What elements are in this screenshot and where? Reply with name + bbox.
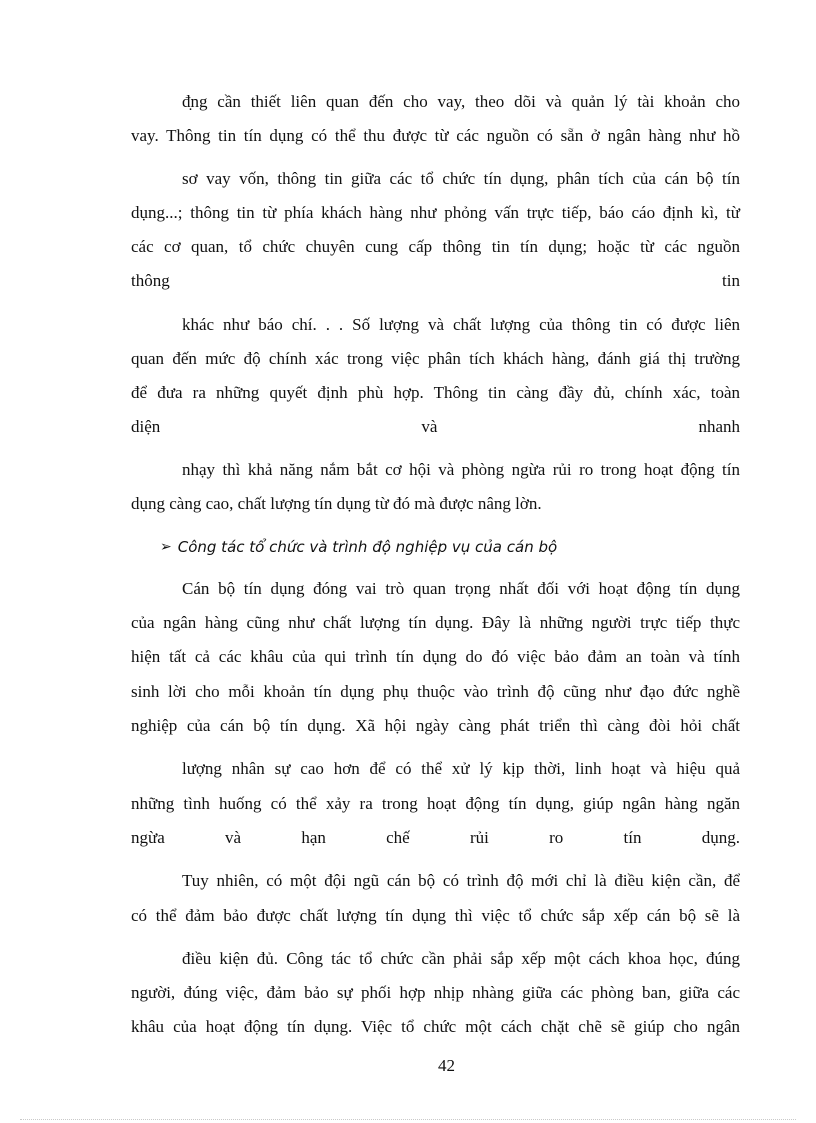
word: hạn — [301, 828, 326, 847]
word: rủi — [469, 828, 489, 847]
word: tín — [623, 828, 642, 847]
text-line: dụng...; thông tin từ phía khách hàng như phỏng vấn trực tiếp, báo cáo định kì, từ — [131, 203, 740, 222]
word: ro — [549, 828, 564, 847]
text-line: có thể đảm bảo được chất lượng tín dụng thì việc tổ chức sắp xếp cán bộ sẽ là — [131, 906, 740, 925]
word: và — [225, 828, 242, 847]
text-line: sinh lời cho mỗi khoản tín dụng phụ thuộc vào trình độ cũng như đạo đức nghề — [131, 682, 740, 701]
text-line: vay. Thông tin tín dụng có thể thu được từ các nguồn có sẵn ở ngân hàng như hồ — [131, 126, 740, 145]
text-line-spread — [131, 827, 740, 849]
word: nhanh — [698, 417, 740, 436]
text-line: nghiệp của cán bộ tín dụng. Xã hội ngày càng phát triển thì càng đòi hỏi chất — [131, 716, 740, 735]
word: và — [421, 417, 438, 436]
word: dụng. — [701, 828, 740, 847]
text-line: khâu của hoạt động tín dụng. Việc tổ chức một cách chặt chẽ sẽ giúp cho ngân — [131, 1017, 740, 1036]
text-line-spread — [131, 416, 740, 438]
text-line: dụng càng cao, chất lượng tín dụng từ đó mà được nâng lờn. — [131, 494, 542, 513]
text-line: Cán bộ tín dụng đóng vai trò quan trọng nhất đối với hoạt động tín dụng — [182, 579, 740, 598]
text-line-spread — [131, 270, 740, 292]
text-line: điều kiện đủ. Công tác tổ chức cần phải sắp xếp một cách khoa học, đúng — [182, 949, 740, 968]
text-line: để đưa ra những quyết định phù hợp. Thông tin càng đầy đủ, chính xác, toàn — [131, 383, 740, 402]
page-number: 42 — [438, 1056, 455, 1075]
text-line: lượng nhân sự cao hơn để có thể xử lý kịp thời, linh hoạt và hiệu quả — [182, 759, 740, 778]
text-line: khác như báo chí. . . Số lượng và chất lượng của thông tin có được liên — [182, 315, 740, 334]
section-heading-text: Công tác tổ chức và trình độ nghiệp vụ của cán bộ — [177, 538, 558, 556]
text-line: các cơ quan, tổ chức chuyên cung cấp thông tin tín dụng; hoặc từ các nguồn — [131, 237, 740, 256]
page-bottom-divider — [20, 1119, 796, 1120]
text-line: người, đúng việc, đảm bảo sự phối hợp nhịp nhàng giữa các phòng ban, giữa các — [131, 983, 740, 1002]
text-line: đ̣ng cần thiết liên quan đến cho vay, theo dõi và quản lý tài khoản cho — [182, 92, 740, 111]
text-line: quan đến mức độ chính xác trong việc phân tích khách hàng, đánh giá thị trường — [131, 349, 740, 368]
word: ngừa — [131, 828, 165, 847]
word: tin — [722, 271, 740, 290]
word: chế — [386, 828, 410, 847]
section-heading — [160, 536, 557, 558]
text-line: của ngân hàng cũng như chất lượng tín dụng. Đây là những người trực tiếp thực — [131, 613, 740, 632]
arrow-bullet-icon: ➢ — [160, 539, 172, 555]
text-line: sơ vay vốn, thông tin giữa các tổ chức tín dụng, phân tích của cán bộ tín — [182, 169, 740, 188]
text-line: Tuy nhiên, có một đội ngũ cán bộ có trình độ mới chỉ là điều kiện cần, để — [182, 871, 740, 890]
text-line: hiện tất cả các khâu của qui trình tín dụng do đó việc bảo đảm an toàn và tính — [131, 647, 740, 666]
text-line: nhạy thì khả năng nắm bắt cơ hội và phòng ngừa rủi ro trong hoạt động tín — [182, 460, 740, 479]
word: diện — [131, 417, 161, 436]
word: thông — [131, 271, 170, 290]
text-line: những tình huống có thể xảy ra trong hoạt động tín dụng, giúp ngân hàng ngăn — [131, 794, 740, 813]
